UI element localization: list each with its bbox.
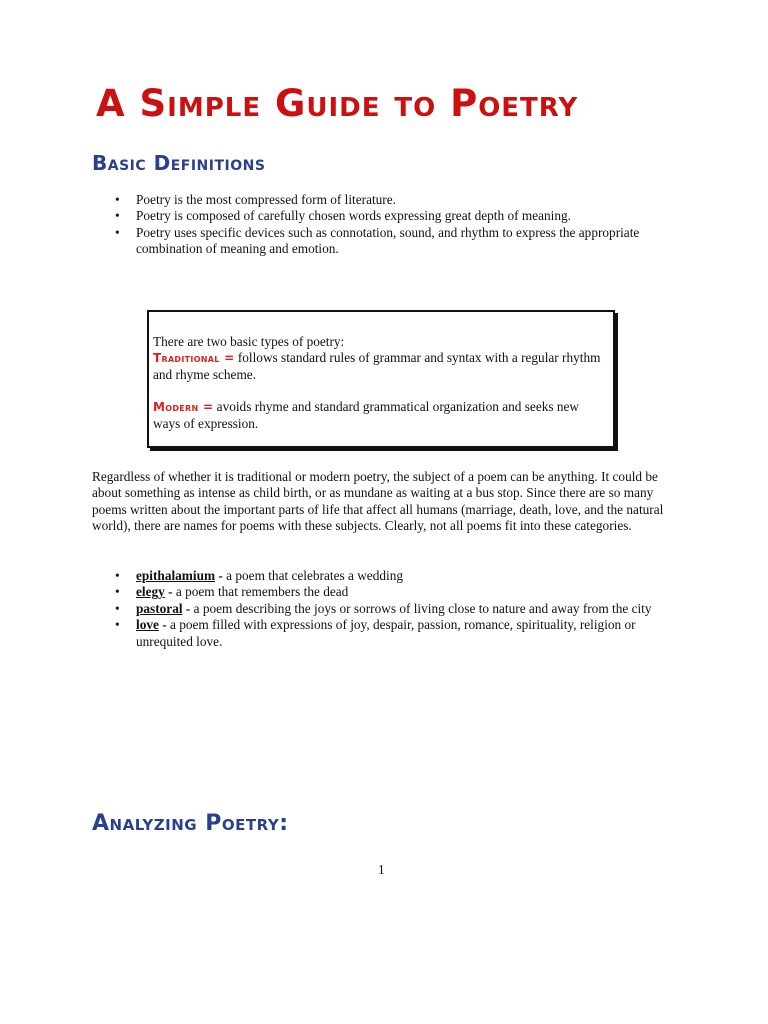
- poem-term: pastoral: [136, 600, 183, 616]
- list-item: [115, 584, 675, 600]
- modern-text: avoids rhyme and standard grammatical organization and seeks new ways of expression.: [153, 399, 580, 431]
- page-number: 1: [378, 862, 385, 877]
- list-item: [115, 617, 675, 650]
- poem-types-list: [115, 568, 675, 650]
- traditional-label: Traditional =: [153, 351, 235, 366]
- definition-text: Poetry uses specific devices such as connotation, sound, and rhythm to express the appropriate combination of meaning and emotion.: [136, 224, 640, 257]
- modern-label: Modern =: [153, 400, 214, 415]
- definition-text: Poetry is the most compressed form of literature.: [136, 192, 396, 207]
- term-separator: -: [164, 584, 176, 600]
- traditional-text: follows standard rules of grammar and syntax with a regular rhythm and rhyme scheme.: [153, 350, 601, 382]
- list-item: [115, 601, 675, 617]
- definitions-list: [115, 192, 675, 258]
- types-intro: There are two basic types of poetry:: [153, 334, 345, 349]
- bullet-icon: •: [115, 584, 120, 600]
- term-separator: -: [215, 568, 227, 583]
- term-separator: -: [182, 600, 194, 616]
- modern-definition: [153, 399, 607, 432]
- poem-definition: a poem filled with expressions of joy, despair, passion, romance, spirituality, religion or unrequited love.: [136, 617, 636, 649]
- analyzing-poetry-heading: Analyzing Poetry:: [92, 811, 289, 836]
- subjects-paragraph: Regardless of whether it is traditional or modern poetry, the subject of a poem can be anything. It could be about something as intense as child birth, or as mundane as waiting at a bus stop. Since there are so many poems written about the important parts of life that affect all humans (marriage, death, love, and the natural world), there are names for poems with these subjects. Clearly, not all poems fit into these categories.: [92, 469, 664, 534]
- list-item: [115, 225, 675, 258]
- basic-definitions-heading: Basic Definitions: [92, 151, 266, 175]
- poem-term: elegy: [136, 584, 165, 600]
- bullet-icon: •: [115, 600, 120, 616]
- poem-definition: a poem that remembers the dead: [175, 584, 349, 600]
- traditional-definition: [153, 350, 607, 383]
- definition-text: Poetry is composed of carefully chosen words expressing great depth of meaning.: [136, 208, 571, 224]
- bullet-icon: •: [115, 568, 120, 583]
- poem-term: epithalamium: [136, 568, 216, 583]
- term-separator: -: [158, 617, 170, 633]
- poem-definition: a poem that celebrates a wedding: [226, 568, 403, 583]
- bullet-icon: •: [115, 208, 120, 224]
- page-title: A Simple Guide to Poetry: [96, 82, 579, 125]
- bullet-icon: •: [115, 224, 120, 240]
- poem-definition: a poem describing the joys or sorrows of living close to nature and away from the city: [193, 600, 652, 616]
- list-item: [115, 568, 675, 584]
- poem-term: love: [136, 617, 159, 633]
- list-item: [115, 192, 675, 208]
- poetry-types-box: [147, 310, 615, 448]
- bullet-icon: •: [115, 192, 120, 207]
- bullet-icon: •: [115, 617, 120, 633]
- list-item: [115, 208, 675, 224]
